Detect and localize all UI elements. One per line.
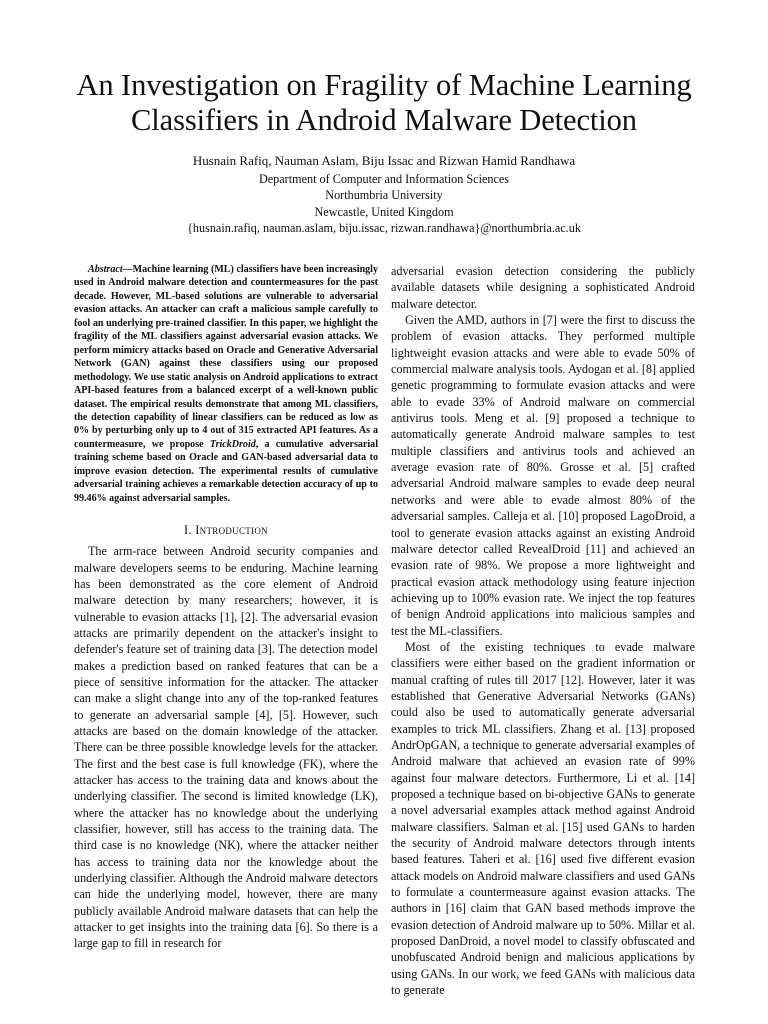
intro-paragraph: The arm-race between Android security companies and malware developers seems to be enduring. Machine learning has been demonstrated as the core element of Android malware detection by many researchers; however, it is vulnerable to evasion attacks [1], [2]. The adversarial evasion attacks are primarily dependent on the attacker's insight to defender's feature set of training data [3]. The detection model makes a prediction based on ranked features that can be a piece of sensitive information for the attacker. The attacker can make a slight change into any of the top-ranked features to generate an adversarial sample [4], [5]. However, such attacks are based on the domain knowledge of the attacker. There can be three possible knowledge levels for the attacker. The first and the best case is full knowledge (FK), where the attacker has access to the training data and knows about the underlying classifier. The second is limited knowledge (LK), where the attacker has no knowledge about the underlying classifier, however, still has access to the training data. The third case is no knowledge (NK), where the attacker neither has access to training data nor the knowledge about the underlying classifier. Although the Android malware detectors can hide the underlying model, however, there are many publicly available Android malware datasets that can help the attacker to get insights into the training data [6]. So there is a large gap to fill in research for xyxy=(74,544,378,951)
abstract-text-end: , a cumulative adversarial training scheme based on Oracle and GAN-based adversarial data to improve evasion detection. The experimental results of cumulative adversarial training achieves a remarkable detection accuracy of up to 99.46% against adversarial samples. xyxy=(74,438,378,504)
author-names: Husnain Rafiq, Nauman Aslam, Biju Issac and Rizwan Hamid Randhawa xyxy=(192,153,576,168)
right-paragraph-evasion: Given the AMD, authors in [7] were the first to discuss the problem of evasion attacks. They performed multiple lightweight evasion attacks and were able to evade 50% of commercial malware analysis tools. Aydogan et al. [8] applied genetic programming to formulate evasion attacks and were able to evade 33% of Android malware on commercial antivirus tools. Meng et al. [9] proposed a technique to automatically generate Android malware samples to test multiple classifiers and antivirus tools and achieved an average evasion rate of 80%. Grosse et al. [5] crafted adversarial Android malware samples to evade deep neural networks and were able to evade almost 80% of the adversarial samples. Calleja et al. [10] proposed LagoDroid, a tool to generate evasion attacks against an existing Android malware detector called RevealDroid [11] and achieved an evasion rate of 98%. We propose a more lightweight and practical evasion attack methodology using feature injection achieving up to 100% evasion rate. We inject the top features of benign Android applications into malicious samples and test the ML-classifiers. xyxy=(391,313,695,638)
abstract xyxy=(74,263,378,505)
abstract-text: —Machine learning (ML) classifiers have been increasingly used in Android malware detection and countermeasures for the past decade. However, ML-based solutions are vulnerable to adversarial evasion attacks. An attacker can craft a malicious sample carefully to fool an underlying pre-trained classifier. In this paper, we highlight the fragility of the ML classifiers against adversarial evasion attacks. We perform mimicry attacks based on Oracle and Generative Adversarial Network (GAN) against these classifiers using our proposed methodology. We use static analysis on Android applications to extract API-based features from a balanced excerpt of a well-known public dataset. The empirical results demonstrate that among ML classifiers, the detection capability of linear classifiers can be reduced as low as 0% by perturbing only up to 4 out of 315 extracted API features. As a countermeasure, we propose xyxy=(74,264,378,450)
abstract-label: Abstract xyxy=(88,264,123,275)
right-paragraph-gan: Most of the existing techniques to evade malware classifiers were either based on the gradient information or manual crafting of rules till 2017 [12]. However, later it was established that Generative Adversarial Networks (GANs) could also be used to automatically generate adversarial examples to trick ML classifiers. Zhang et al. [13] proposed AndrOpGAN, a technique to generate adversarial examples of Android malware that achieved an evasion rate of 99% against four malware detectors. Furthermore, Li et al. [14] proposed a technique based on bi-objective GANs to generate a novel adversarial examples attack method against Android malware classifiers. Salman et al. [15] used GANs to harden the security of Android malware detectors through intents based features. Taheri et al. [16] used five different evasion attack models on Android malware classifiers and used GANs to formulate a countermeasure against evasion attacks. The authors in [16] claim that GAN based methods improve the evasion detection of Android malware up to 50%. Millar et al. proposed DanDroid, a novel model to classify obfuscated and unobfuscated Android benign and malicious applications by using GANs. In our work, we feed GANs with malicious data to generate xyxy=(391,639,695,998)
author-block xyxy=(60,151,708,236)
affiliation-location: Newcastle, United Kingdom xyxy=(314,204,454,219)
affiliation-university: Northumbria University xyxy=(325,188,443,203)
affiliation-department: Department of Computer and Information Sciences xyxy=(258,172,510,186)
author-emails: {husnain.rafiq, nauman.aslam, biju.issac, rizwan.randhawa}@northumbria.ac.uk xyxy=(187,220,581,235)
left-column xyxy=(74,263,378,952)
right-paragraph-continued: adversarial evasion detection considering the publicly available datasets while designing a sophisticated Android malware detector. xyxy=(391,264,695,311)
section-title: Introduction xyxy=(195,523,268,538)
section-heading xyxy=(74,522,378,538)
section-number: I. xyxy=(184,523,192,538)
paper-title: An Investigation on Fragility of Machine Learning Classifiers in Android Malware Detection xyxy=(76,68,692,137)
abstract-term: TrickDroid xyxy=(209,438,256,450)
right-column xyxy=(391,263,695,998)
